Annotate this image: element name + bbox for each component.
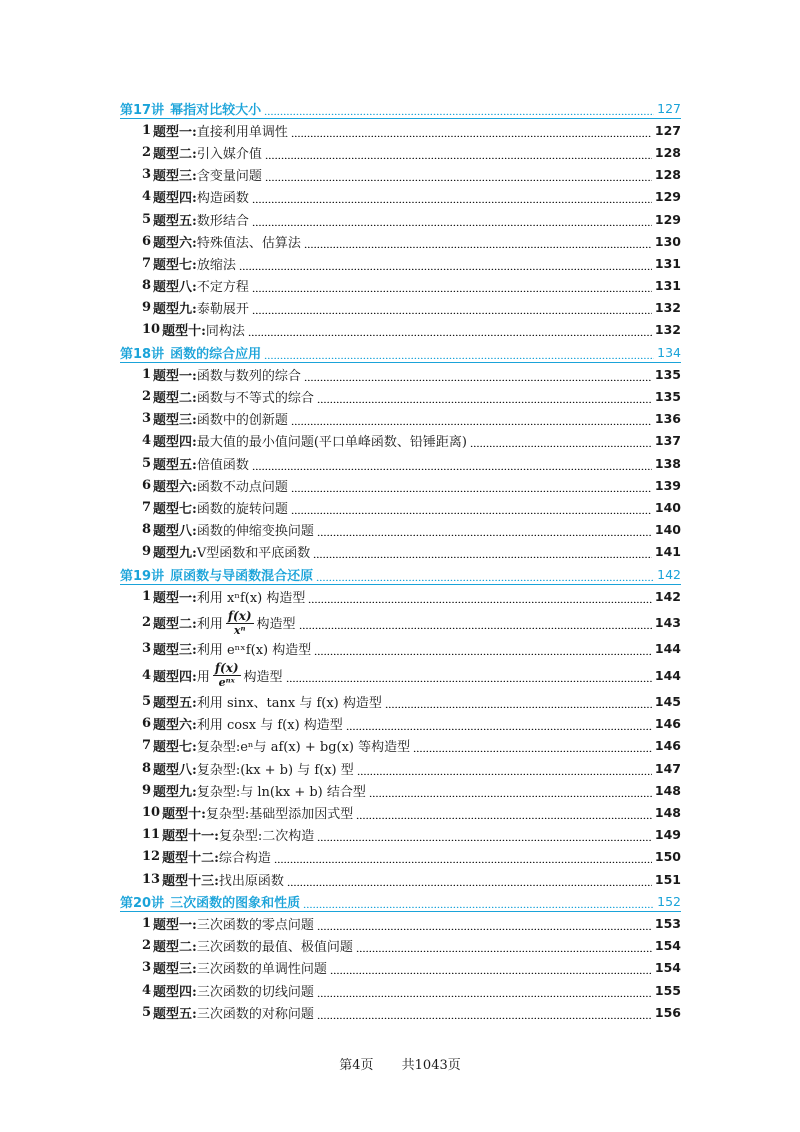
item-text: 复杂型:基础型添加因式型 xyxy=(205,807,354,823)
page-ref: 132 xyxy=(654,300,681,316)
page-ref: 129 xyxy=(654,211,681,227)
dot-leader xyxy=(308,590,652,603)
item-text: 三次函数的对称问题 xyxy=(196,1006,314,1022)
item-number: 3 xyxy=(142,411,152,427)
item-text: 同构法 xyxy=(205,324,245,340)
page-ref: 154 xyxy=(654,938,681,954)
item-title: 题型三: xyxy=(153,413,197,429)
item-number: 7 xyxy=(142,499,152,515)
dot-leader xyxy=(274,850,652,863)
item-title: 题型一: xyxy=(153,917,197,933)
item-title: 题型四: xyxy=(153,435,197,451)
page-number: 第4页 xyxy=(339,1058,374,1073)
item-number: 13 xyxy=(142,871,161,887)
toc-item-entry[interactable] xyxy=(120,474,681,496)
item-text: 倍值函数 xyxy=(196,457,249,473)
item-title: 题型八: xyxy=(153,524,197,540)
item-number: 4 xyxy=(142,982,152,998)
toc-item-entry[interactable] xyxy=(120,713,681,735)
item-text: 函数的伸缩变换问题 xyxy=(196,524,314,540)
dot-leader xyxy=(299,616,652,629)
dot-leader xyxy=(252,190,652,203)
toc-item-entry[interactable] xyxy=(120,585,681,607)
item-text: 引入媒介值 xyxy=(196,146,262,162)
item-number: 6 xyxy=(142,477,152,493)
toc-item-entry[interactable] xyxy=(120,297,681,319)
chapter-number: 第18讲 xyxy=(120,346,165,362)
toc-item-entry[interactable] xyxy=(120,935,681,957)
page-ref: 142 xyxy=(657,566,681,582)
item-number: 4 xyxy=(142,433,152,449)
page-ref: 143 xyxy=(654,615,681,631)
item-title: 题型二: xyxy=(153,146,197,162)
toc-item-entry[interactable] xyxy=(120,164,681,186)
toc-chapter-entry[interactable] xyxy=(120,97,681,119)
dot-leader xyxy=(357,762,652,775)
item-title: 题型九: xyxy=(153,784,197,800)
page-ref: 150 xyxy=(654,849,681,865)
toc-item-entry[interactable] xyxy=(120,779,681,801)
item-number: 7 xyxy=(142,738,152,754)
item-text: 三次函数的切线问题 xyxy=(196,984,314,1000)
toc-item-entry[interactable] xyxy=(120,757,681,779)
dot-leader xyxy=(304,368,652,381)
dot-leader xyxy=(356,939,652,952)
dot-leader xyxy=(291,501,652,514)
item-number: 1 xyxy=(142,366,152,382)
dot-leader xyxy=(369,784,652,797)
item-text: 复杂型:与 ln(kx + b) 结合型 xyxy=(196,784,366,800)
item-number: 6 xyxy=(142,716,152,732)
toc-item-entry[interactable] xyxy=(120,846,681,868)
item-title: 题型十: xyxy=(162,324,206,340)
dot-leader xyxy=(252,457,652,470)
dot-leader xyxy=(291,412,652,425)
page-ref: 130 xyxy=(654,233,681,249)
item-title: 题型六: xyxy=(153,235,197,251)
toc-chapter-entry[interactable] xyxy=(120,563,681,585)
toc-item-entry[interactable] xyxy=(120,979,681,1001)
item-number: 8 xyxy=(142,278,152,294)
dot-leader xyxy=(291,124,652,137)
table-of-contents xyxy=(120,97,681,1023)
dot-leader xyxy=(264,102,654,115)
item-number: 9 xyxy=(142,782,152,798)
item-number: 1 xyxy=(142,122,152,138)
page-footer xyxy=(0,1054,800,1073)
dot-leader xyxy=(317,390,652,403)
item-title: 题型三: xyxy=(153,169,197,185)
item-number: 2 xyxy=(142,389,152,405)
toc-item-entry[interactable] xyxy=(120,801,681,823)
chapter-title: 函数的综合应用 xyxy=(170,346,262,362)
item-number: 10 xyxy=(142,322,161,338)
item-text: 函数与数列的综合 xyxy=(196,368,301,384)
toc-item-entry[interactable] xyxy=(120,638,681,660)
item-text-after: 构造型 xyxy=(256,617,296,633)
page-ref: 154 xyxy=(654,960,681,976)
page-ref: 139 xyxy=(654,477,681,493)
item-title: 题型十一: xyxy=(162,829,219,845)
dot-leader xyxy=(265,146,652,159)
chapter-title: 三次函数的图象和性质 xyxy=(170,895,301,911)
page-ref: 135 xyxy=(654,389,681,405)
page-ref: 138 xyxy=(654,455,681,471)
item-number: 2 xyxy=(142,615,152,631)
dot-leader xyxy=(317,523,652,536)
dot-leader xyxy=(314,642,652,655)
item-number: 5 xyxy=(142,1004,152,1020)
page-ref: 131 xyxy=(654,255,681,271)
item-text: 最大值的最小值问题(平口单峰函数、铅锤距离) xyxy=(196,435,468,451)
dot-leader xyxy=(316,568,654,581)
dot-leader xyxy=(317,828,652,841)
item-title: 题型八: xyxy=(153,762,197,778)
fraction-numerator: f(x) xyxy=(214,661,239,676)
item-number: 5 xyxy=(142,455,152,471)
toc-chapter-entry[interactable] xyxy=(120,341,681,363)
item-text: 泰勒展开 xyxy=(196,302,249,318)
item-number: 4 xyxy=(142,667,152,683)
fraction-denominator: xⁿ xyxy=(233,623,246,637)
page-ref: 151 xyxy=(654,871,681,887)
item-title: 题型二: xyxy=(153,617,197,633)
page-ref: 128 xyxy=(654,144,681,160)
page-ref: 129 xyxy=(654,189,681,205)
toc-item-entry[interactable] xyxy=(120,119,681,141)
chapter-number: 第20讲 xyxy=(120,895,165,911)
toc-item-entry[interactable] xyxy=(120,824,681,846)
item-text: 特殊值法、估算法 xyxy=(196,235,301,251)
dot-leader xyxy=(470,434,652,447)
item-text: 利用 eⁿˣf(x) 构造型 xyxy=(196,643,312,659)
toc-item-entry[interactable] xyxy=(120,607,681,638)
item-title: 题型四: xyxy=(153,191,197,207)
item-text: 函数不动点问题 xyxy=(196,479,288,495)
item-number: 6 xyxy=(142,233,152,249)
chapter-number: 第19讲 xyxy=(120,568,165,584)
page-ref: 148 xyxy=(654,805,681,821)
item-title: 题型六: xyxy=(153,479,197,495)
dot-leader xyxy=(265,168,652,181)
item-title: 题型一: xyxy=(153,124,197,140)
page-ref: 135 xyxy=(654,366,681,382)
item-text: 含变量问题 xyxy=(196,169,262,185)
item-text: 复杂型:(kx + b) 与 f(x) 型 xyxy=(196,762,354,778)
dot-leader xyxy=(252,301,652,314)
toc-item-entry[interactable] xyxy=(120,691,681,713)
item-number: 1 xyxy=(142,915,152,931)
item-number: 2 xyxy=(142,938,152,954)
item-title: 题型三: xyxy=(153,643,197,659)
item-number: 12 xyxy=(142,849,161,865)
page-ref: 149 xyxy=(654,827,681,843)
item-text: 用 xyxy=(196,669,210,685)
item-text: 函数的旋转问题 xyxy=(196,501,288,517)
page-ref: 132 xyxy=(654,322,681,338)
item-text: 不定方程 xyxy=(196,280,249,296)
item-title: 题型四: xyxy=(153,984,197,1000)
item-title: 题型九: xyxy=(153,546,197,562)
item-number: 2 xyxy=(142,144,152,160)
item-text: 函数中的创新题 xyxy=(196,413,288,429)
item-text: V型函数和平底函数 xyxy=(196,546,311,562)
toc-item-entry[interactable] xyxy=(120,496,681,518)
item-title: 题型五: xyxy=(153,457,197,473)
item-title: 题型五: xyxy=(153,696,197,712)
toc-item-entry[interactable] xyxy=(120,230,681,252)
dot-leader xyxy=(248,323,652,336)
dot-leader xyxy=(356,806,652,819)
item-text: 复杂型:eⁿ与 af(x) + bg(x) 等构造型 xyxy=(196,740,411,756)
dot-leader xyxy=(303,895,654,908)
total-pages: 共1043页 xyxy=(401,1058,461,1073)
chapter-title: 幂指对比较大小 xyxy=(170,102,262,118)
item-number: 5 xyxy=(142,211,152,227)
item-text: 三次函数的单调性问题 xyxy=(196,962,327,978)
dot-leader xyxy=(291,479,652,492)
dot-leader xyxy=(317,984,652,997)
toc-item-entry[interactable] xyxy=(120,141,681,163)
item-title: 题型二: xyxy=(153,391,197,407)
toc-item-entry[interactable] xyxy=(120,452,681,474)
item-title: 题型七: xyxy=(153,501,197,517)
item-text: 利用 cosx 与 f(x) 构造型 xyxy=(196,718,343,734)
dot-leader xyxy=(313,545,652,558)
toc-chapter-entry[interactable] xyxy=(120,890,681,912)
toc-item-entry[interactable] xyxy=(120,430,681,452)
item-title: 题型一: xyxy=(153,368,197,384)
fraction-denominator: eⁿˣ xyxy=(218,676,235,690)
toc-item-entry[interactable] xyxy=(120,319,681,341)
item-title: 题型七: xyxy=(153,257,197,273)
page-ref: 147 xyxy=(654,760,681,776)
item-text: 直接利用单调性 xyxy=(196,124,288,140)
page-ref: 134 xyxy=(657,344,681,360)
dot-leader xyxy=(286,669,652,682)
toc-item-entry[interactable] xyxy=(120,208,681,230)
item-number: 1 xyxy=(142,588,152,604)
toc-item-entry[interactable] xyxy=(120,275,681,297)
page-ref: 148 xyxy=(654,782,681,798)
item-text: 函数与不等式的综合 xyxy=(196,391,314,407)
item-title: 题型八: xyxy=(153,280,197,296)
toc-item-entry[interactable] xyxy=(120,957,681,979)
item-title: 题型四: xyxy=(153,669,197,685)
item-number: 5 xyxy=(142,694,152,710)
dot-leader xyxy=(287,873,652,886)
dot-leader xyxy=(252,213,652,226)
page-ref: 155 xyxy=(654,982,681,998)
item-number: 8 xyxy=(142,760,152,776)
item-title: 题型二: xyxy=(153,940,197,956)
page-ref: 141 xyxy=(654,544,681,560)
toc-item-entry[interactable] xyxy=(120,541,681,563)
item-text: 数形结合 xyxy=(196,213,249,229)
page-ref: 144 xyxy=(654,667,681,683)
page-ref: 144 xyxy=(654,641,681,657)
item-number: 10 xyxy=(142,805,161,821)
item-title: 题型三: xyxy=(153,962,197,978)
item-text: 利用 sinx、tanx 与 f(x) 构造型 xyxy=(196,696,382,712)
toc-item-entry[interactable] xyxy=(120,408,681,430)
toc-item-entry[interactable] xyxy=(120,252,681,274)
page-ref: 131 xyxy=(654,278,681,294)
item-number: 11 xyxy=(142,827,161,843)
toc-item-entry[interactable] xyxy=(120,186,681,208)
item-number: 9 xyxy=(142,544,152,560)
toc-item-entry[interactable] xyxy=(120,912,681,934)
item-number: 3 xyxy=(142,641,152,657)
dot-leader xyxy=(413,739,652,752)
item-text-after: 构造型 xyxy=(243,669,283,685)
toc-item-entry[interactable] xyxy=(120,1001,681,1023)
toc-item-entry[interactable] xyxy=(120,660,681,691)
item-title: 题型九: xyxy=(153,302,197,318)
item-number: 9 xyxy=(142,300,152,316)
item-title: 题型一: xyxy=(153,590,197,606)
page-ref: 153 xyxy=(654,915,681,931)
page-ref: 145 xyxy=(654,694,681,710)
page-ref: 140 xyxy=(654,499,681,515)
dot-leader xyxy=(317,1006,652,1019)
dot-leader xyxy=(330,961,652,974)
item-text: 利用 xyxy=(196,617,223,633)
fraction xyxy=(226,610,254,636)
fraction-numerator: f(x) xyxy=(227,608,252,623)
item-title: 题型十二: xyxy=(162,851,219,867)
dot-leader xyxy=(346,717,652,730)
page-ref: 128 xyxy=(654,167,681,183)
dot-leader xyxy=(385,695,652,708)
page-ref: 156 xyxy=(654,1004,681,1020)
item-number: 7 xyxy=(142,255,152,271)
item-title: 题型十: xyxy=(162,807,206,823)
dot-leader xyxy=(252,279,652,292)
item-number: 4 xyxy=(142,189,152,205)
item-title: 题型十三: xyxy=(162,873,219,889)
dot-leader xyxy=(264,346,654,359)
item-number: 8 xyxy=(142,522,152,538)
item-text: 综合构造 xyxy=(218,851,271,867)
chapter-title: 原函数与导函数混合还原 xyxy=(170,568,314,584)
page-ref: 140 xyxy=(654,522,681,538)
item-title: 题型五: xyxy=(153,1006,197,1022)
fraction xyxy=(213,662,241,688)
toc-item-entry[interactable] xyxy=(120,519,681,541)
toc-item-entry[interactable] xyxy=(120,868,681,890)
dot-leader xyxy=(317,917,652,930)
item-text: 构造函数 xyxy=(196,191,249,207)
page-ref: 142 xyxy=(654,588,681,604)
page-ref: 127 xyxy=(654,122,681,138)
item-title: 题型六: xyxy=(153,718,197,734)
page-ref: 137 xyxy=(654,433,681,449)
item-text: 三次函数的零点问题 xyxy=(196,917,314,933)
item-text: 三次函数的最值、极值问题 xyxy=(196,940,353,956)
item-title: 题型七: xyxy=(153,740,197,756)
item-text: 复杂型:二次构造 xyxy=(218,829,315,845)
item-text: 找出原函数 xyxy=(218,873,284,889)
page-ref: 136 xyxy=(654,411,681,427)
dot-leader xyxy=(304,235,652,248)
toc-item-entry[interactable] xyxy=(120,385,681,407)
item-title: 题型五: xyxy=(153,213,197,229)
chapter-number: 第17讲 xyxy=(120,102,165,118)
item-number: 3 xyxy=(142,960,152,976)
toc-item-entry[interactable] xyxy=(120,363,681,385)
page-ref: 152 xyxy=(657,893,681,909)
dot-leader xyxy=(239,257,652,270)
toc-item-entry[interactable] xyxy=(120,735,681,757)
page-ref: 127 xyxy=(657,100,681,116)
item-text: 利用 xⁿf(x) 构造型 xyxy=(196,590,306,606)
item-text: 放缩法 xyxy=(196,257,236,273)
page-ref: 146 xyxy=(654,716,681,732)
item-number: 3 xyxy=(142,167,152,183)
page-ref: 146 xyxy=(654,738,681,754)
